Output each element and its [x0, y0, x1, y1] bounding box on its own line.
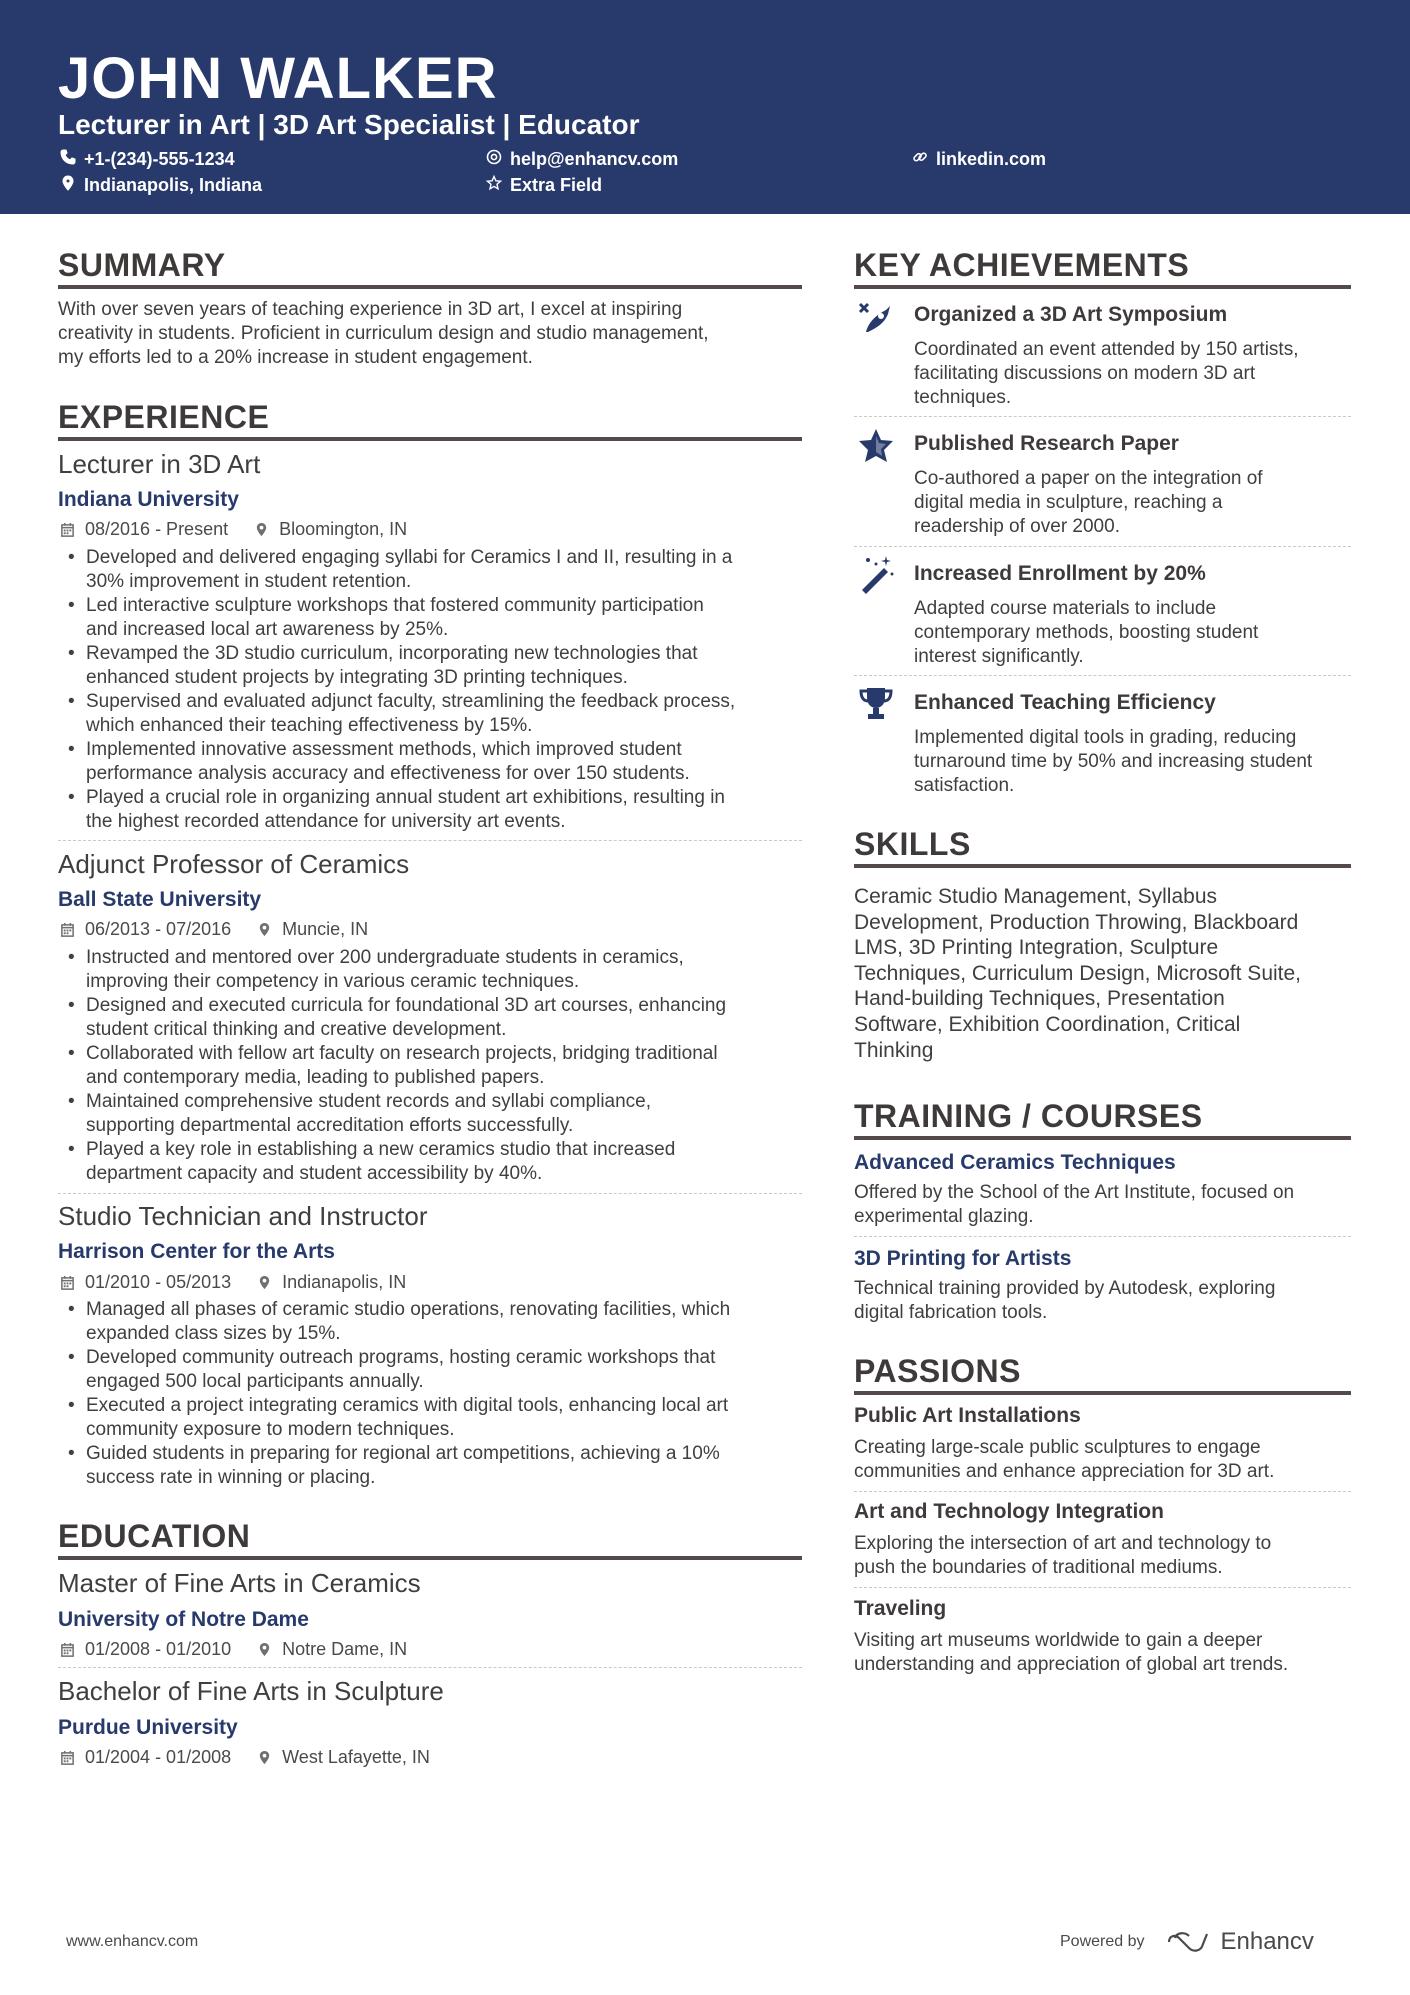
- job-bullets: [58, 1298, 818, 1490]
- achievement-title: Organized a 3D Art Symposium: [914, 303, 1228, 326]
- achievement-line: readership of over 2000.: [914, 516, 1120, 537]
- list-item: • Maintained comprehensive student records and syllabi compliance, supporting departmental accreditation efforts successfully.: [58, 1090, 818, 1138]
- enhancv-logo[interactable]: [1165, 1928, 1314, 1956]
- education-dates: 01/2008 - 01/2010: [85, 1639, 232, 1659]
- education-meta: [60, 1638, 407, 1660]
- job-meta: [60, 918, 368, 940]
- education-location: Notre Dame, IN: [282, 1639, 408, 1659]
- achievement-title: Increased Enrollment by 20%: [914, 562, 1206, 585]
- list-item: • Implemented innovative assessment methods, which improved student performance analysis accuracy and effectiveness for over 150 students.: [58, 738, 818, 786]
- list-item: • Played a crucial role in organizing annual student art exhibitions, resulting in the highest recorded attendance for university art events.: [58, 786, 818, 834]
- passions-rule: [854, 1391, 1351, 1395]
- location-pin-icon: [257, 1642, 272, 1657]
- email-contact[interactable]: [486, 148, 678, 170]
- divider: [854, 675, 1351, 676]
- passion-title: Traveling: [854, 1597, 947, 1620]
- list-item: • Revamped the 3D studio curriculum, incorporating new technologies that enhanced student projects by integrating 3D printing techniques.: [58, 642, 818, 690]
- course-title: 3D Printing for Artists: [854, 1247, 1072, 1270]
- email-text[interactable]: help@enhancv.com: [510, 149, 679, 169]
- powered-by-text: Powered by: [1060, 1933, 1145, 1950]
- achievement-line: digital media in sculpture, reaching a: [914, 492, 1223, 513]
- passion-line: Creating large-scale public sculptures to engage: [854, 1437, 1261, 1458]
- experience-rule: [58, 437, 802, 441]
- job-location: Muncie, IN: [282, 919, 369, 939]
- achievement-line: Coordinated an event attended by 150 artists,: [914, 339, 1299, 360]
- course-title: Advanced Ceramics Techniques: [854, 1151, 1176, 1174]
- education-meta: [60, 1746, 430, 1768]
- skills-heading: SKILLS: [854, 826, 971, 862]
- passion-line: Visiting art museums worldwide to gain a deeper: [854, 1630, 1263, 1651]
- list-item: • Collaborated with fellow art faculty on research projects, bridging traditional and contemporary media, leading to published papers.: [58, 1042, 818, 1090]
- course-line: Technical training provided by Autodesk, exploring: [854, 1278, 1276, 1299]
- achievement-title: Published Research Paper: [914, 432, 1179, 455]
- job-meta: [60, 518, 407, 540]
- calendar-icon: [60, 1275, 75, 1290]
- achievement-line: techniques.: [914, 387, 1012, 408]
- degree-title: Bachelor of Fine Arts in Sculpture: [58, 1676, 444, 1706]
- list-item: • Led interactive sculpture workshops that fostered community participation and increased local art awareness by 25%.: [58, 594, 818, 642]
- skills-list: Ceramic Studio Management, Syllabus Development, Production Throwing, Blackboard LMS, 3D Printing Integration, Sculpture Techniques, Curriculum Design, Microsoft Suite, Hand-building Techniques, Presentation Software, Exhibition Coordination, Critical Thinking: [854, 885, 1302, 1062]
- divider: [58, 1667, 802, 1668]
- achievements-rule: [854, 285, 1351, 289]
- candidate-name: JOHN WALKER: [58, 46, 498, 111]
- divider: [58, 1193, 802, 1194]
- passion-line: Exploring the intersection of art and technology to: [854, 1533, 1272, 1554]
- list-item: • Designed and executed curricula for foundational 3D art courses, enhancing student critical thinking and creative development.: [58, 994, 818, 1042]
- extra-field-text: Extra Field: [510, 175, 603, 195]
- divider: [854, 1236, 1351, 1237]
- trophy-icon: [856, 684, 896, 724]
- list-item: • Developed and delivered engaging syllabi for Ceramics I and II, resulting in a 30% improvement in student retention.: [58, 546, 818, 594]
- calendar-icon: [60, 922, 75, 937]
- enhancv-logo-text: Enhancv: [1220, 1928, 1314, 1955]
- link-icon: [912, 148, 928, 170]
- passion-title: Art and Technology Integration: [854, 1500, 1164, 1523]
- course-line: digital fabrication tools.: [854, 1302, 1048, 1323]
- list-item: • Instructed and mentored over 200 undergraduate students in ceramics, improving their competency in various ceramic techniques.: [58, 946, 818, 994]
- rocket-icon: [856, 298, 896, 338]
- training-rule: [854, 1136, 1351, 1140]
- job-dates: 08/2016 - Present: [85, 519, 229, 539]
- candidate-title: Lecturer in Art | 3D Art Specialist | Educator: [58, 109, 640, 140]
- job-location: Bloomington, IN: [279, 519, 408, 539]
- calendar-icon: [60, 1642, 75, 1657]
- job-role: Lecturer in 3D Art: [58, 449, 261, 479]
- job-meta: [60, 1271, 406, 1293]
- achievement-line: turnaround time by 50% and increasing student: [914, 751, 1313, 772]
- linkedin-text[interactable]: linkedin.com: [936, 149, 1047, 169]
- at-icon: [486, 148, 502, 170]
- enhancv-logo-icon: [1165, 1930, 1213, 1954]
- school-name: Purdue University: [58, 1716, 238, 1739]
- job-dates: 06/2013 - 07/2016: [85, 919, 232, 939]
- phone-icon: [60, 148, 76, 170]
- divider: [58, 840, 802, 841]
- summary-heading: SUMMARY: [58, 247, 226, 283]
- list-item: • Played a key role in establishing a new ceramics studio that increased department capacity and student accessibility by 40%.: [58, 1138, 818, 1186]
- star-icon: [856, 426, 896, 466]
- list-item: • Managed all phases of ceramic studio operations, renovating facilities, which expanded class sizes by 15%.: [58, 1298, 818, 1346]
- job-bullets: [58, 946, 818, 1186]
- skills-rule: [854, 864, 1351, 868]
- achievement-line: interest significantly.: [914, 646, 1084, 667]
- course-line: experimental glazing.: [854, 1206, 1034, 1227]
- education-location: West Lafayette, IN: [282, 1747, 430, 1767]
- job-organization: Harrison Center for the Arts: [58, 1240, 335, 1263]
- divider: [854, 416, 1351, 417]
- passion-line: understanding and appreciation of global art trends.: [854, 1654, 1289, 1675]
- passion-line: push the boundaries of traditional mediums.: [854, 1557, 1223, 1578]
- calendar-icon: [60, 522, 75, 537]
- job-organization: Indiana University: [58, 488, 239, 511]
- passion-line: communities and enhance appreciation for 3D art.: [854, 1461, 1275, 1482]
- divider: [854, 546, 1351, 547]
- education-heading: EDUCATION: [58, 1518, 251, 1554]
- education-dates: 01/2004 - 01/2008: [85, 1747, 232, 1767]
- location-text: Indianapolis, Indiana: [84, 175, 263, 195]
- passions-heading: PASSIONS: [854, 1353, 1021, 1389]
- footer-branding: [1060, 1928, 1314, 1956]
- achievements-heading: KEY ACHIEVEMENTS: [854, 247, 1190, 283]
- location-pin-icon: [257, 1275, 272, 1290]
- list-item: • Supervised and evaluated adjunct faculty, streamlining the feedback process, which enhanced their teaching effectiveness by 15%.: [58, 690, 818, 738]
- job-organization: Ball State University: [58, 888, 262, 911]
- job-bullets: [58, 546, 818, 834]
- training-heading: TRAINING / COURSES: [854, 1098, 1203, 1134]
- location-pin-icon: [254, 522, 269, 537]
- list-item: • Guided students in preparing for regional art competitions, achieving a 10% success rate in winning or placing.: [58, 1442, 818, 1490]
- achievement-line: facilitating discussions on modern 3D art: [914, 363, 1256, 384]
- summary-line: my efforts led to a 20% increase in student engagement.: [58, 347, 533, 368]
- location-pin-icon: [60, 174, 76, 196]
- summary-rule: [58, 285, 802, 289]
- achievement-line: contemporary methods, boosting student: [914, 622, 1259, 643]
- job-role: Adjunct Professor of Ceramics: [58, 849, 410, 879]
- achievement-line: satisfaction.: [914, 775, 1015, 796]
- location-pin-icon: [257, 922, 272, 937]
- job-location: Indianapolis, IN: [282, 1272, 407, 1292]
- job-dates: 01/2010 - 05/2013: [85, 1272, 232, 1292]
- school-name: University of Notre Dame: [58, 1608, 309, 1631]
- location-contact: [60, 174, 262, 196]
- achievement-title: Enhanced Teaching Efficiency: [914, 691, 1216, 714]
- location-pin-icon: [257, 1750, 272, 1765]
- extra-field-contact: [486, 174, 602, 196]
- linkedin-contact[interactable]: [912, 148, 1046, 170]
- magic-wand-icon: [856, 554, 896, 594]
- list-item: • Executed a project integrating ceramics with digital tools, enhancing local art community exposure to modern techniques.: [58, 1394, 818, 1442]
- phone-text: +1-(234)-555-1234: [84, 149, 235, 169]
- education-rule: [58, 1556, 802, 1560]
- passion-title: Public Art Installations: [854, 1404, 1081, 1427]
- divider: [854, 1491, 1351, 1492]
- course-line: Offered by the School of the Art Institute, focused on: [854, 1182, 1295, 1203]
- achievement-line: Adapted course materials to include: [914, 598, 1217, 619]
- resume-header: [0, 0, 1410, 214]
- divider: [854, 1587, 1351, 1588]
- list-item: • Developed community outreach programs, hosting ceramic workshops that engaged 500 local participants annually.: [58, 1346, 818, 1394]
- calendar-icon: [60, 1750, 75, 1765]
- summary-line: With over seven years of teaching experience in 3D art, I excel at inspiring: [58, 299, 683, 320]
- footer-website[interactable]: www.enhancv.com: [66, 1933, 199, 1950]
- phone-contact: [60, 148, 235, 170]
- summary-line: creativity in students. Proficient in curriculum design and studio management,: [58, 323, 709, 344]
- degree-title: Master of Fine Arts in Ceramics: [58, 1568, 421, 1598]
- job-role: Studio Technician and Instructor: [58, 1201, 428, 1231]
- achievement-line: Co-authored a paper on the integration of: [914, 468, 1263, 489]
- achievement-line: Implemented digital tools in grading, reducing: [914, 727, 1297, 748]
- star-outline-icon: [486, 174, 502, 196]
- experience-heading: EXPERIENCE: [58, 399, 270, 435]
